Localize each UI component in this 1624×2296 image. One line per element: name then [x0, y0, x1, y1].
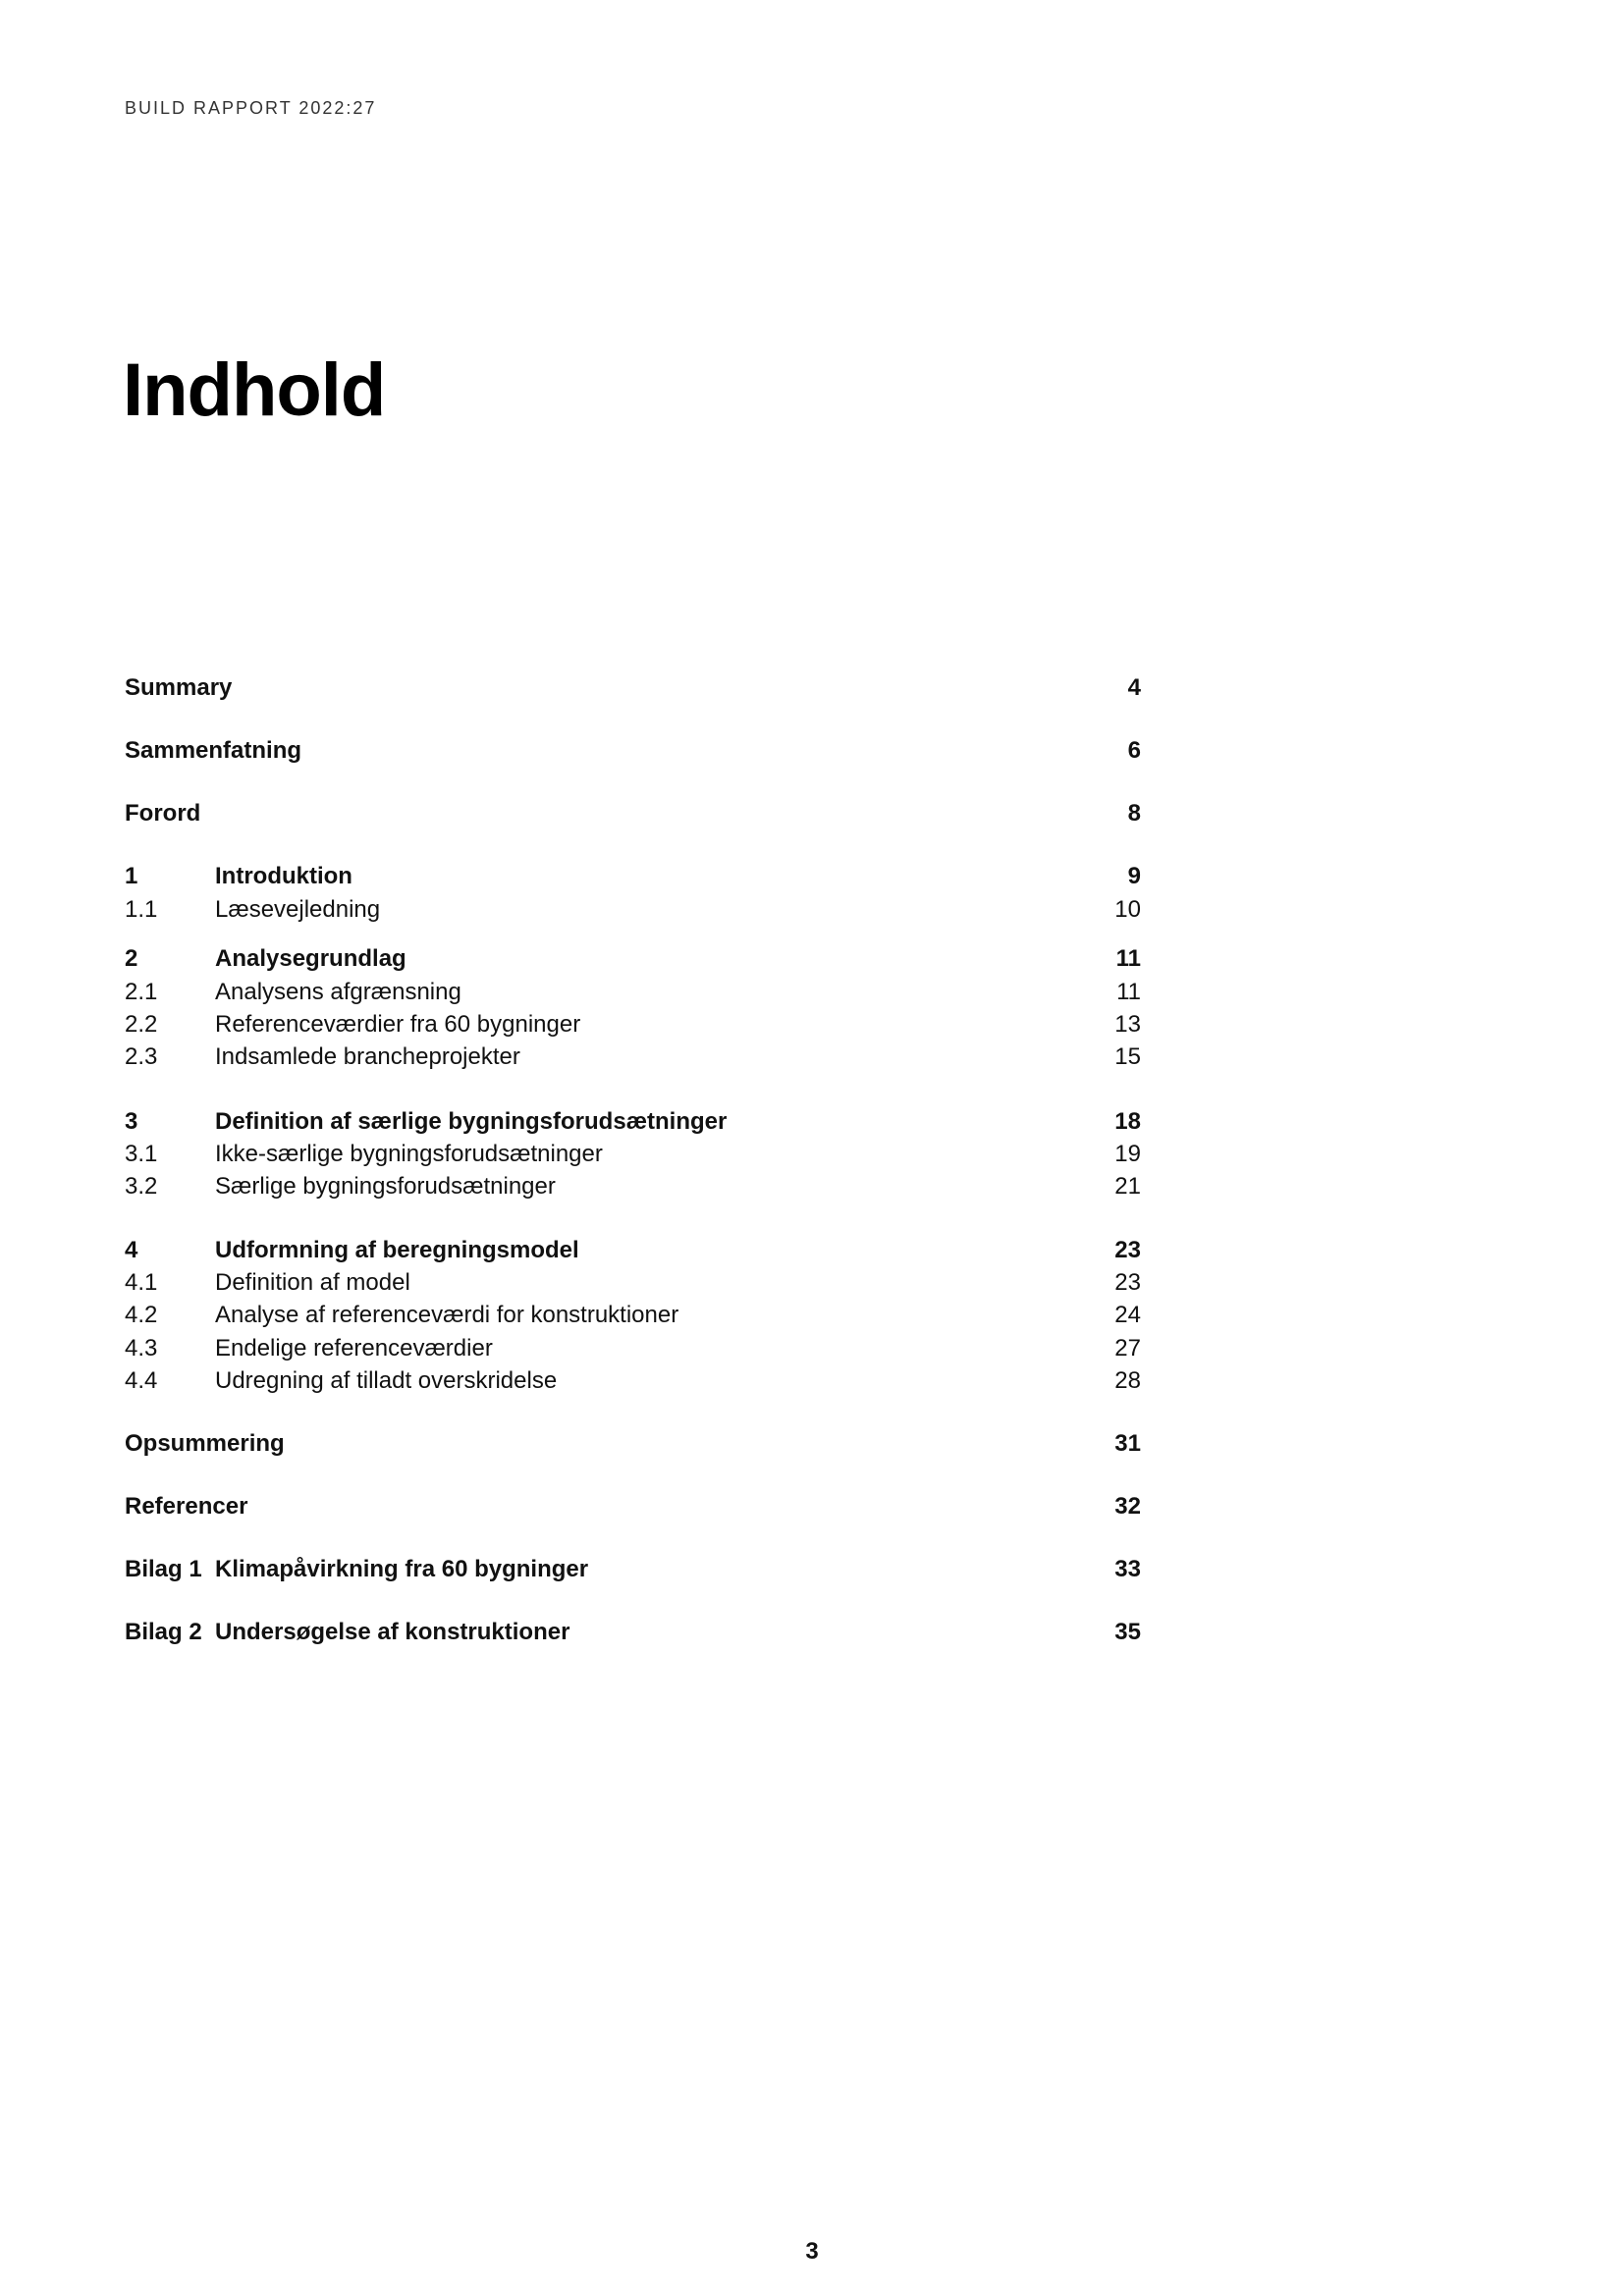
toc-entry-bilag-2[interactable]	[125, 1616, 1141, 1649]
toc-entry-ikke-saerlige[interactable]	[125, 1138, 1141, 1171]
toc-entry-number: 1.1	[125, 896, 158, 923]
toc-entry-definition-af-model[interactable]	[125, 1266, 1141, 1300]
toc-entry-opsummering[interactable]	[125, 1427, 1141, 1461]
toc-entry-number: 4	[125, 1237, 138, 1263]
toc-entry-page: 9	[1127, 863, 1141, 889]
toc-entry-page: 23	[1114, 1237, 1141, 1263]
toc-entry-label: Opsummering	[125, 1430, 285, 1457]
toc-entry-page: 32	[1114, 1493, 1141, 1520]
toc-entry-label: Definition af model	[215, 1269, 410, 1296]
toc-entry-page: 24	[1114, 1302, 1141, 1328]
toc-entry-forord[interactable]	[125, 797, 1141, 830]
toc-entry-number: 2.2	[125, 1011, 158, 1038]
report-header: BUILD RAPPORT 2022:27	[125, 98, 377, 118]
toc-entry-introduktion[interactable]	[125, 860, 1141, 893]
toc-entry-summary[interactable]	[125, 671, 1141, 705]
toc-entry-number: 4.1	[125, 1269, 158, 1296]
toc-entry-label: Sammenfatning	[125, 737, 302, 764]
toc-entry-laesevejledning[interactable]	[125, 893, 1141, 927]
toc-entry-analysens-afgraensning[interactable]	[125, 976, 1141, 1009]
toc-entry-page: 8	[1127, 800, 1141, 827]
toc-entry-bilag-1[interactable]	[125, 1553, 1141, 1586]
toc-entry-analysegrundlag[interactable]	[125, 942, 1141, 976]
toc-entry-label: Endelige referenceværdier	[215, 1335, 493, 1362]
toc-entry-label: Analyse af referenceværdi for konstruktioner	[215, 1302, 679, 1328]
toc-entry-page: 10	[1114, 896, 1141, 923]
toc-entry-definition[interactable]	[125, 1105, 1141, 1139]
toc-entry-label: Summary	[125, 674, 233, 701]
toc-entry-endelige-referencevaerdier[interactable]	[125, 1332, 1141, 1365]
toc-entry-label: Læsevejledning	[215, 896, 381, 923]
toc-entry-number: 2.3	[125, 1043, 158, 1070]
toc-entry-page: 18	[1114, 1108, 1141, 1135]
toc-entry-page: 11	[1115, 945, 1141, 972]
toc-entry-page: 19	[1114, 1141, 1141, 1167]
toc-entry-label: Udformning af beregningsmodel	[215, 1237, 579, 1263]
page-title: Indhold	[123, 348, 386, 432]
toc-entry-saerlige[interactable]	[125, 1170, 1141, 1203]
toc-entry-label: Introduktion	[215, 863, 352, 889]
toc-entry-page: 33	[1114, 1556, 1141, 1582]
toc-entry-page: 13	[1114, 1011, 1141, 1038]
toc-entry-label: Analysens afgrænsning	[215, 979, 461, 1005]
toc-entry-label: Indsamlede brancheprojekter	[215, 1043, 520, 1070]
toc-entry-referencevaerdier[interactable]	[125, 1008, 1141, 1041]
toc-entry-label: Referenceværdier fra 60 bygninger	[215, 1011, 581, 1038]
toc-entry-number: 4.3	[125, 1335, 158, 1362]
toc-entry-page: 35	[1114, 1619, 1141, 1645]
toc-entry-sammenfatning[interactable]	[125, 734, 1141, 768]
toc-entry-number: 3	[125, 1108, 138, 1135]
toc-entry-label: Forord	[125, 800, 201, 827]
toc-entry-number: Bilag 2	[125, 1619, 202, 1645]
toc-entry-label: Undersøgelse af konstruktioner	[215, 1619, 570, 1645]
toc-entry-number: 2	[125, 945, 138, 972]
toc-entry-analyse-referencevaerdi[interactable]	[125, 1299, 1141, 1332]
toc-entry-page: 21	[1114, 1173, 1141, 1200]
toc-entry-page: 6	[1127, 737, 1141, 764]
toc-entry-number: 4.2	[125, 1302, 158, 1328]
toc-entry-label: Definition af særlige bygningsforudsætninger	[215, 1108, 728, 1135]
toc-entry-page: 11	[1116, 979, 1141, 1005]
toc-entry-udregning[interactable]	[125, 1364, 1141, 1398]
toc-entry-number: 2.1	[125, 979, 158, 1005]
toc-entry-number: 3.2	[125, 1173, 158, 1200]
toc-entry-page: 23	[1114, 1269, 1141, 1296]
toc-entry-label: Analysegrundlag	[215, 945, 406, 972]
toc-entry-number: 1	[125, 863, 138, 889]
toc-entry-brancheprojekter[interactable]	[125, 1041, 1141, 1074]
toc-entry-page: 27	[1114, 1335, 1141, 1362]
toc-entry-number: 3.1	[125, 1141, 158, 1167]
toc-entry-page: 4	[1127, 674, 1141, 701]
toc-entry-page: 31	[1114, 1430, 1141, 1457]
toc-entry-label: Udregning af tilladt overskridelse	[215, 1367, 558, 1394]
toc-entry-label: Klimapåvirkning fra 60 bygninger	[215, 1556, 589, 1582]
toc-entry-label: Referencer	[125, 1493, 248, 1520]
page-number: 3	[805, 2238, 819, 2265]
toc-entry-page: 15	[1114, 1043, 1141, 1070]
toc-entry-udformning[interactable]	[125, 1234, 1141, 1267]
toc-entry-number: 4.4	[125, 1367, 158, 1394]
toc-entry-label: Ikke-særlige bygningsforudsætninger	[215, 1141, 603, 1167]
toc-entry-referencer[interactable]	[125, 1490, 1141, 1523]
toc-entry-label: Særlige bygningsforudsætninger	[215, 1173, 556, 1200]
toc-entry-number: Bilag 1	[125, 1556, 202, 1582]
toc-entry-page: 28	[1114, 1367, 1141, 1394]
